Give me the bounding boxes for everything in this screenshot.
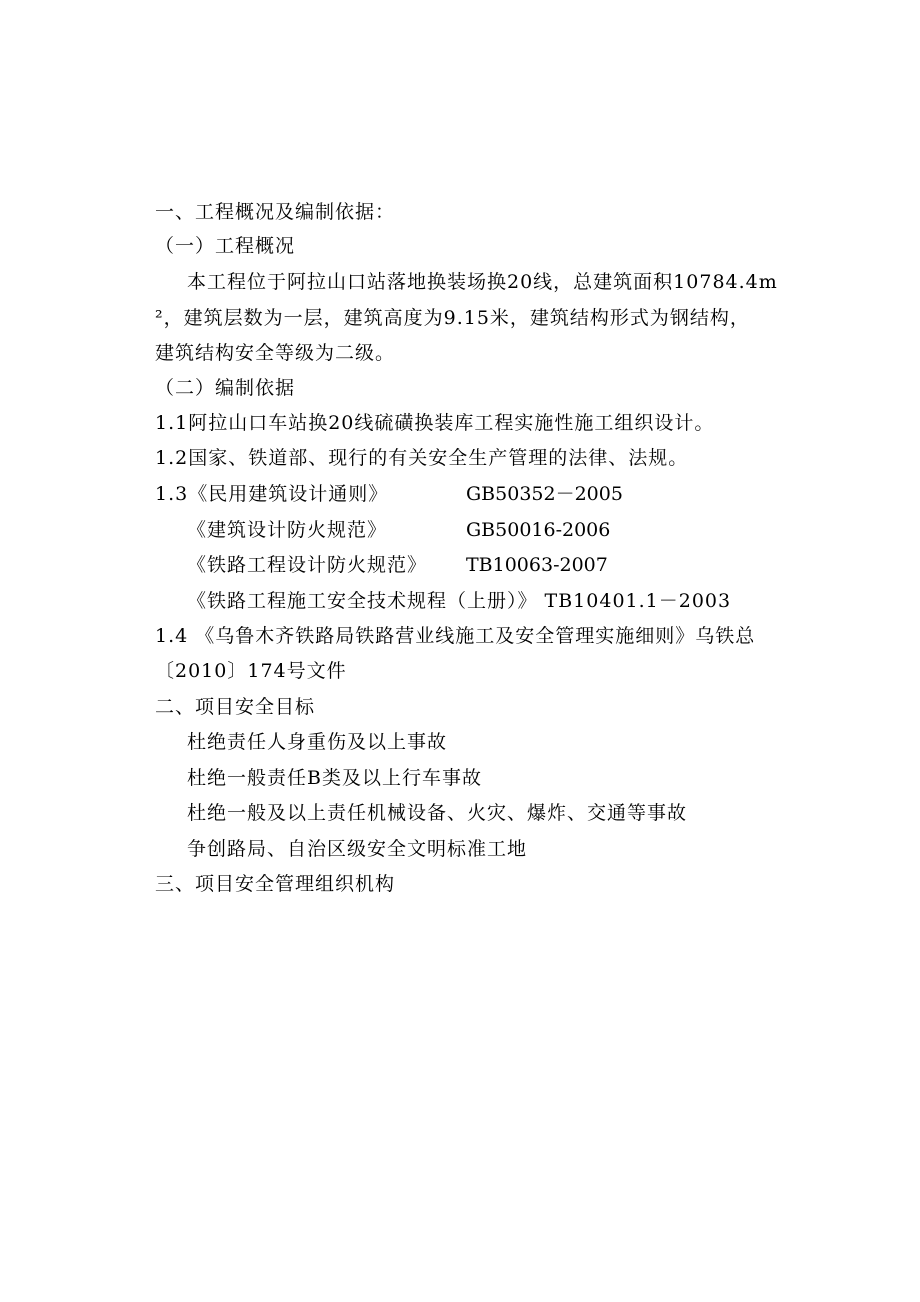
basis-1-3-title: 1.3《民用建筑设计通则》 [155,483,389,505]
goal-item: 杜绝一般责任B类及以上行车事故 [187,767,482,789]
basis-1-1: 1.1阿拉山口车站换20线硫磺换装库工程实施性施工组织设计。 [155,412,715,434]
standard-2-title: 《建筑设计防火规范》 [187,519,388,541]
basis-1-3-code: GB50352－2005 [466,483,623,505]
goal-item: 争创路局、自治区级安全文明标准工地 [187,838,528,860]
basis-1-4-line-1: 1.4 《乌鲁木齐铁路局铁路营业线施工及安全管理实施细则》乌铁总 [155,625,756,647]
overview-line-2: ²，建筑层数为一层，建筑高度为9.15米，建筑结构形式为钢结构， [155,307,750,329]
standard-4-line: 《铁路工程施工安全技术规程（上册）》 TB10401.1－2003 [187,590,732,612]
section1-heading: 一、工程概况及编制依据： [155,201,396,223]
basis-1-4-line-2: 〔2010〕174号文件 [155,660,347,682]
sub2-heading: （二）编制依据 [155,377,296,399]
goal-item: 杜绝一般及以上责任机械设备、火灾、爆炸、交通等事故 [187,802,688,824]
overview-line-3: 建筑结构安全等级为二级。 [155,342,396,364]
goal-item: 杜绝责任人身重伤及以上事故 [187,731,448,753]
sub1-heading: （一）工程概况 [155,235,296,257]
standard-3-code: TB10063-2007 [466,554,608,576]
standard-3-title: 《铁路工程设计防火规范》 [187,554,428,576]
standard-2-code: GB50016-2006 [466,519,611,541]
basis-1-2: 1.2国家、铁道部、现行的有关安全生产管理的法律、法规。 [155,447,689,469]
overview-line-1: 本工程位于阿拉山口站落地换装场换20线，总建筑面积10784.4m [187,271,778,293]
section3-heading: 三、项目安全管理组织机构 [155,873,396,895]
section2-heading: 二、项目安全目标 [155,696,316,718]
